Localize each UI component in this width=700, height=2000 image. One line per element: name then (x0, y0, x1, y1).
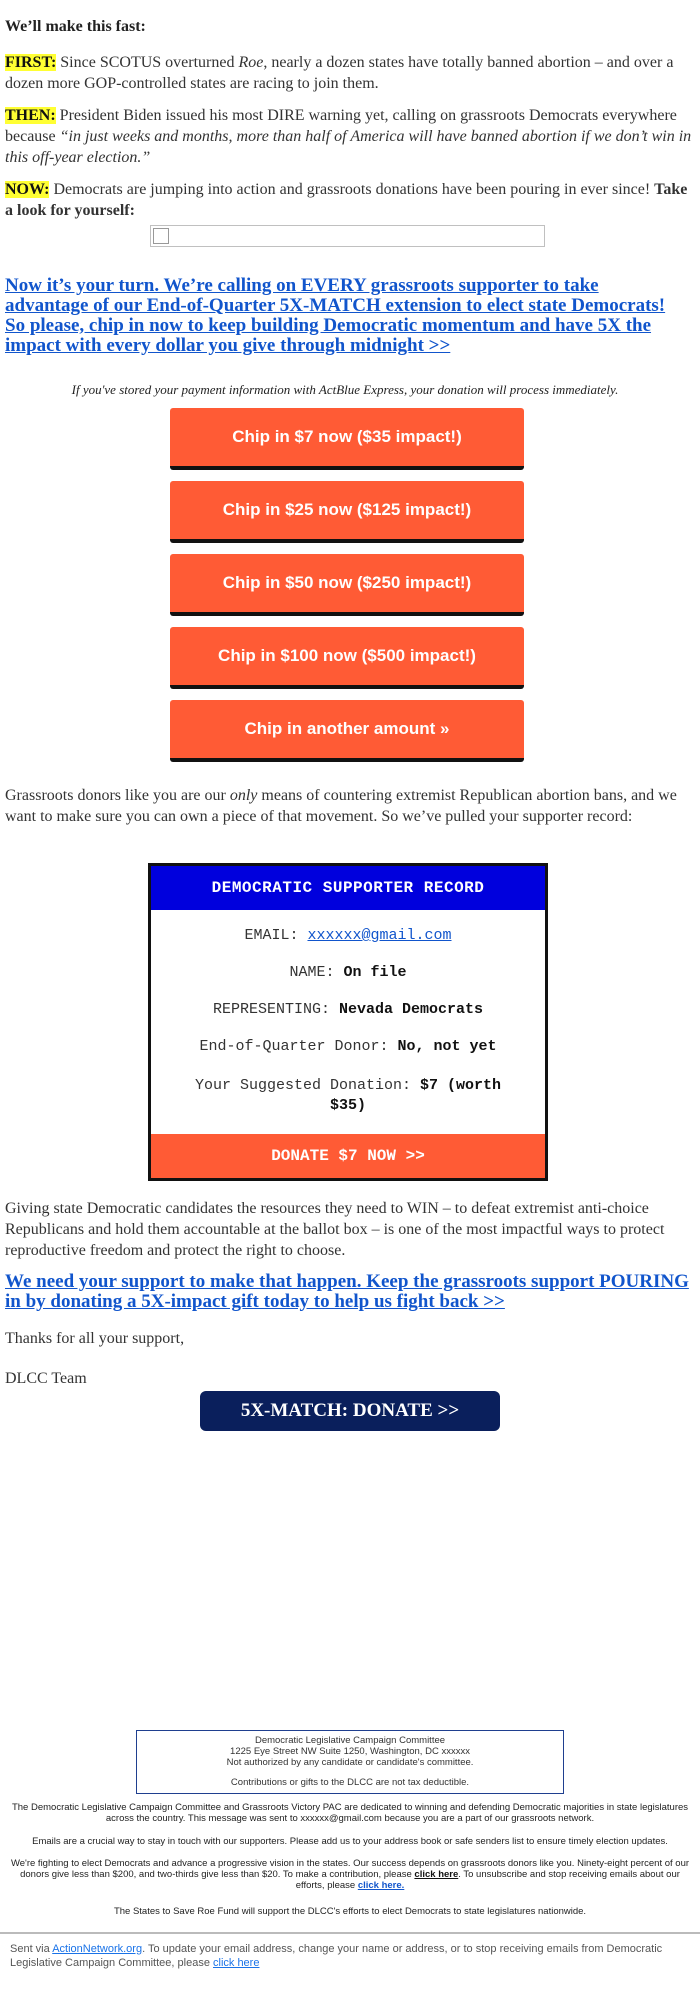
sent-via-footer (10, 1942, 680, 1970)
then-tag: THEN: (5, 107, 56, 124)
donate-other-button[interactable]: Chip in another amount » (170, 700, 524, 762)
grassroots-a: Grassroots donors like you are our (5, 787, 230, 804)
record-eoq-value: No, not yet (397, 1038, 497, 1055)
match-donate-button[interactable]: 5X-MATCH: DONATE >> (200, 1391, 500, 1431)
record-rep-value: Nevada Democrats (339, 1001, 484, 1018)
intro-line: We’ll make this fast: (5, 18, 146, 35)
update-email-link[interactable]: click here (213, 1957, 260, 1969)
now-bold: Take a look for yourself: (5, 181, 688, 219)
fine-print-safe-senders: Emails are a crucial way to stay in touch with our supporters. Please add us to your address book or safe senders list to ensure timely election updates. (32, 1836, 668, 1847)
record-eoq-label: End-of-Quarter Donor: (199, 1038, 398, 1055)
donate-7-button[interactable]: Chip in $7 now ($35 impact!) (170, 408, 524, 470)
record-email-row (151, 926, 545, 946)
record-eoq-row (151, 1037, 545, 1057)
fine3-a: We're fighting to elect Democrats and advance a progressive vision in the states. Our success depends on grassroots donors like you. Ninety-eight percent of our donors give less than $200, and two-thirds give less than $20. To make a contribution, please (10, 1858, 690, 1880)
now-tag: NOW: (5, 181, 50, 198)
record-suggested-label: Your Suggested Donation: (194, 1077, 421, 1094)
broken-image-icon (153, 228, 169, 244)
donate-100-button[interactable]: Chip in $100 now ($500 impact!) (170, 627, 524, 689)
record-title: DEMOCRATIC SUPPORTER RECORD (151, 866, 545, 910)
not-deductible: Contributions or gifts to the DLCC are not tax deductible. (230, 1777, 470, 1788)
first-tag: FIRST: (5, 54, 57, 71)
record-email-link[interactable]: xxxxxx@gmail.com (307, 927, 452, 944)
thanks-line: Thanks for all your support, (5, 1330, 185, 1347)
record-rep-row (151, 1000, 545, 1020)
then-paragraph (5, 105, 695, 168)
biden-quote: “in just weeks and months, more than half of America will have banned abortion if we don’t win in this off-year election.” (5, 128, 692, 166)
grassroots-b: means of countering extremist Republican abortion bans, and we want to make sure you can own a piece of that movement. So we’ve pulled your supporter record: (5, 787, 677, 825)
headline-donate-link[interactable]: Now it’s your turn. We’re calling on EVERY grassroots supporter to take advantage of our End-of-Quarter 5X-MATCH extension to elect state Democrats! So please, chip in now to keep building Democratic momentum and have 5X the impact with every dollar you give through midnight >> (5, 275, 666, 356)
record-name-value: On file (343, 964, 407, 981)
supporter-record (148, 863, 548, 1181)
footer-divider (0, 1932, 700, 1934)
fine3-b: . To unsubscribe and stop receiving emails about our efforts, please (295, 1869, 680, 1891)
grassroots-paragraph (5, 785, 695, 827)
record-suggested-value: $7 (worth $35) (329, 1077, 502, 1114)
sent-b: . To update your email address, change your name or address, or to stop receiving emails from Democratic Legislative Campaign Committee, please (10, 1943, 663, 1969)
record-rep-label: REPRESENTING: (212, 1001, 339, 1018)
record-donate-button[interactable]: DONATE $7 NOW >> (151, 1134, 545, 1178)
broken-image (150, 225, 545, 247)
fine-print-roe-fund: The States to Save Roe Fund will support the DLCC's efforts to elect Democrats to state legislatures nationwide. (113, 1906, 587, 1917)
donate-25-button[interactable]: Chip in $25 now ($125 impact!) (170, 481, 524, 543)
first-paragraph (5, 52, 695, 94)
giving-paragraph: Giving state Democratic candidates the resources they need to WIN – to defeat extremist anti-choice Republicans and hold them accountable at the ballot box – is one of the most impactful ways to protect reproductive freedom and protect the right to choose. (5, 1200, 665, 1259)
record-email-label: EMAIL: (244, 927, 308, 944)
sent-a: Sent via (10, 1943, 53, 1955)
signoff-line: DLCC Team (5, 1370, 87, 1387)
now-text: Democrats are jumping into action and grassroots donations have been pouring in ever since! (49, 181, 655, 198)
unsubscribe-link[interactable]: click here. (357, 1880, 405, 1891)
first-text-a: Since SCOTUS overturned (56, 54, 239, 71)
not-authorized: Not authorized by any candidate or candidate's committee. (226, 1757, 474, 1768)
first-roe: Roe (238, 54, 264, 71)
now-paragraph (5, 179, 695, 221)
contribute-link[interactable]: click here (414, 1869, 459, 1880)
support-donate-link[interactable]: We need your support to make that happen. Keep the grassroots support POURING in by donating a 5X-impact gift today to help us fight back >> (5, 1271, 689, 1312)
donate-50-button[interactable]: Chip in $50 now ($250 impact!) (170, 554, 524, 616)
fine-print-mission: The Democratic Legislative Campaign Committee and Grassroots Victory PAC are dedicated to winning and defending Democratic majorities in state legislatures across the country. This message was sent to xxxxxx@gmail.com because you are a part of our grassroots network. (11, 1802, 689, 1824)
fine-print-contribute (10, 1858, 690, 1891)
org-address: 1225 Eye Street NW Suite 1250, Washington, DC xxxxxx (230, 1746, 470, 1757)
disclaimer-box (136, 1730, 564, 1794)
express-note: If you've stored your payment information with ActBlue Express, your donation will process immediately. (71, 382, 619, 397)
org-name: Democratic Legislative Campaign Committee (254, 1735, 446, 1746)
then-text: President Biden issued his most DIRE warning yet, calling on grassroots Democrats everywhere because (5, 107, 677, 145)
record-name-label: NAME: (289, 964, 344, 981)
first-text-b: , nearly a dozen states have totally banned abortion – and over a dozen more GOP-controlled states are racing to join them. (5, 54, 674, 92)
grassroots-only: only (229, 787, 258, 804)
record-name-row (151, 963, 545, 983)
actionnetwork-link[interactable]: ActionNetwork.org (52, 1943, 143, 1955)
record-suggested-row (151, 1076, 545, 1116)
